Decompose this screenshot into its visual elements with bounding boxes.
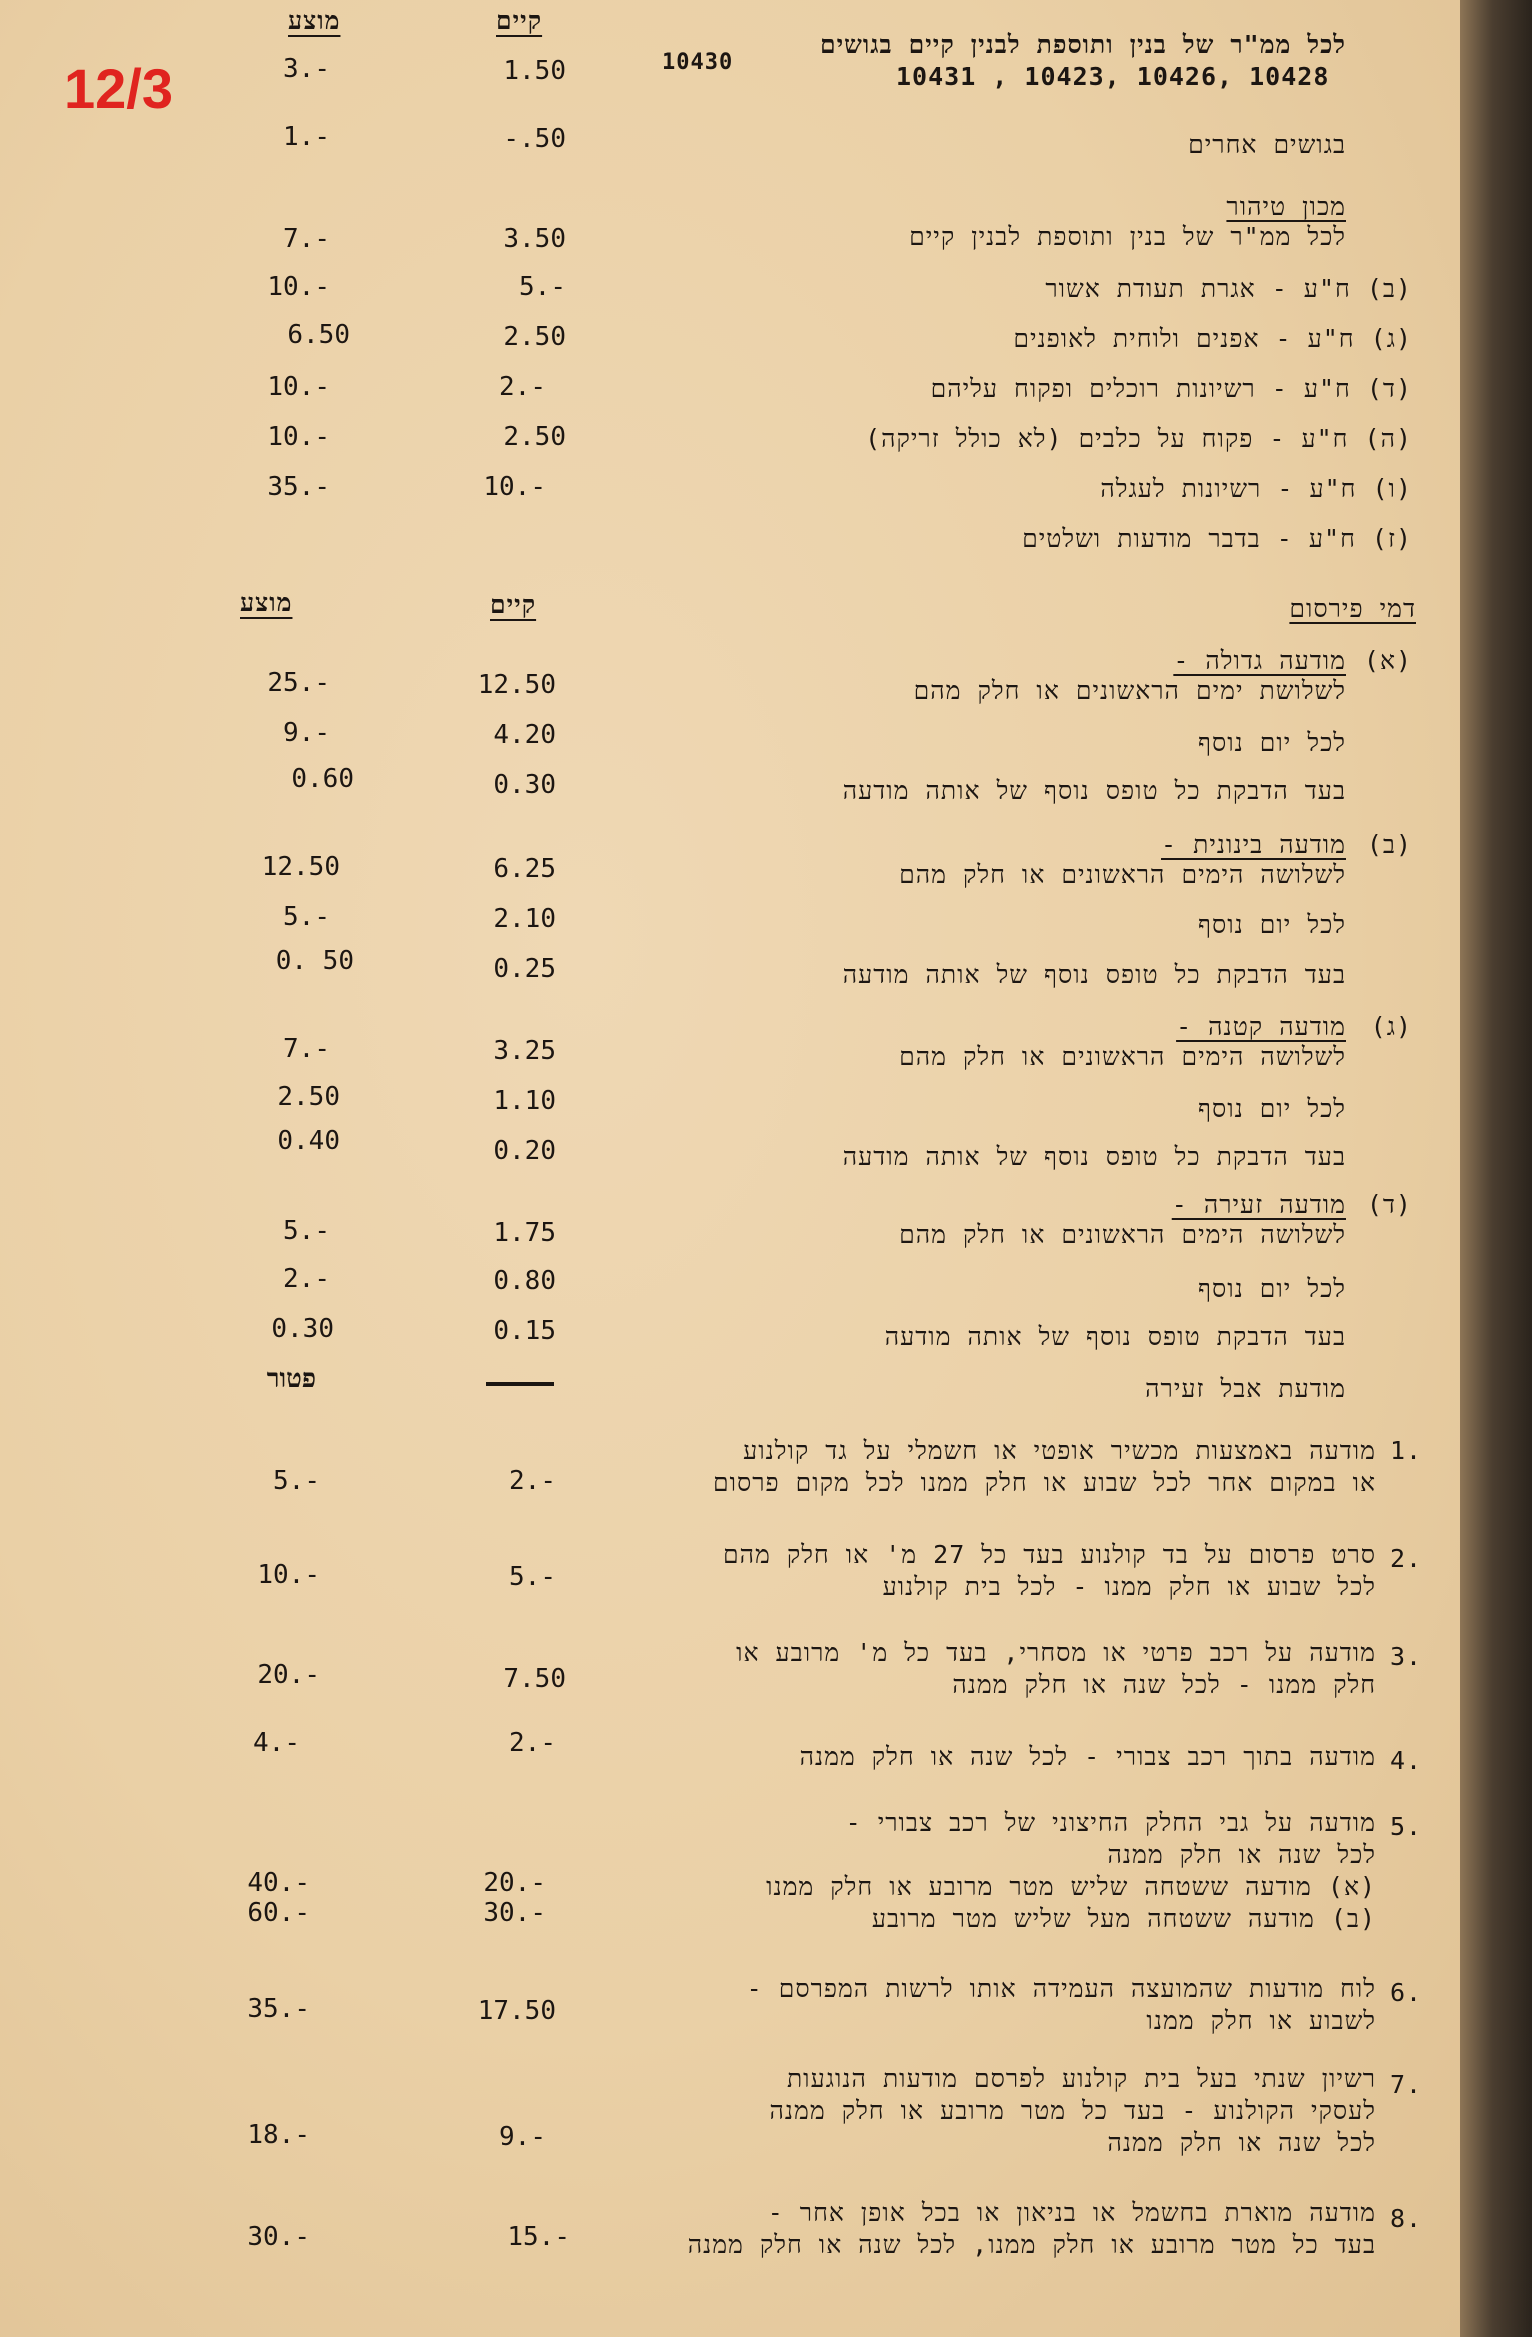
adv-row-label: בעד הדבקת כל טופס נוסף של אותה מודעה — [842, 1142, 1346, 1171]
section2-existing: 3.50 — [503, 224, 566, 254]
item-line: לכל שבוע או חלק ממנו - לכל בית קולנוע — [882, 1572, 1376, 1601]
adv-row-label: לכל יום נוסף — [1198, 728, 1346, 757]
item-line: לוח מודעות שהמועצה העמידה אותו לרשות המפרסם - — [746, 1974, 1376, 2003]
section2-item: (ג) ח"ע - אפנים ולוחית לאופנים — [1013, 324, 1412, 353]
item-number: 1. — [1390, 1436, 1423, 1465]
section1-proposed: 3.- — [283, 54, 330, 84]
section2-item: (ה) ח"ע - פקוח על כלבים (לא כולל זריקה) — [865, 424, 1412, 453]
adv-row-label: לשלושת ימים הראשונים או חלק מהם — [913, 676, 1346, 705]
item-sub-existing: 20.- — [483, 1868, 546, 1898]
mourning-proposed: פטור — [266, 1364, 316, 1394]
section2-item: (ז) ח"ע - בדבר מודעות ושלטים — [1022, 524, 1412, 553]
section1-other-existing: -.50 — [503, 124, 566, 154]
adv-row-proposed: 0.30 — [271, 1314, 334, 1344]
adv-row-proposed: 9.- — [283, 718, 330, 748]
item-proposed: 18.- — [247, 2120, 310, 2150]
adv-col-header-proposed: מוצע — [240, 588, 293, 617]
adv-row-label: לשלושה הימים הראשונים או חלק מהם — [899, 860, 1346, 889]
adv-group-name: מודעה זעירה - — [1171, 1190, 1346, 1219]
section2-item-proposed: 6.50 — [287, 320, 350, 350]
item-proposed: 30.- — [247, 2222, 310, 2252]
section2-item-proposed: 10.- — [267, 272, 330, 302]
section1-other-blocks: בגושים אחרים — [1188, 130, 1346, 159]
item-number: 2. — [1390, 1544, 1423, 1573]
section2-item-existing: 5.- — [519, 272, 566, 302]
adv-row-existing: 12.50 — [477, 670, 556, 700]
item-line: לשבוע או חלק ממנו — [1146, 2006, 1376, 2035]
item-line: חלק ממנו - לכל שנה או חלק ממנה — [952, 1670, 1376, 1699]
mourning-label: מודעת אבל זעירה — [1145, 1374, 1346, 1403]
item-existing: 2.- — [509, 1466, 556, 1496]
adv-group-name: מודעה בינונית - — [1161, 830, 1346, 859]
col-header-proposed-top: מוצע — [288, 6, 341, 35]
adv-row-label: לשלושה הימים הראשונים או חלק מהם — [899, 1042, 1346, 1071]
adv-col-header-existing: קיים — [490, 590, 537, 619]
item-sub-proposed: 40.- — [247, 1868, 310, 1898]
section2-item-existing: 10.- — [483, 472, 546, 502]
mourning-existing-dash — [486, 1382, 554, 1386]
adv-row-proposed: 25.- — [267, 668, 330, 698]
item-number: 6. — [1390, 1978, 1423, 2007]
adv-row-label: בעד הדבקת כל טופס נוסף של אותה מודעה — [842, 776, 1346, 805]
adv-row-existing: 0.80 — [493, 1266, 556, 1296]
adv-row-label: בעד הדבקת כל טופס נוסף של אותה מודעה — [842, 960, 1346, 989]
adv-row-proposed: 2.50 — [277, 1082, 340, 1112]
adv-group-letter: (ב) — [1366, 830, 1412, 859]
item-line: מודעה באמצעות מכשיר אופטי או חשמלי על גד קולנוע — [743, 1436, 1376, 1465]
adv-row-existing: 1.10 — [493, 1086, 556, 1116]
adv-group-name: מודעה גדולה - — [1173, 646, 1346, 675]
adv-row-label: בעד הדבקת טופס נוסף של אותה מודעה — [884, 1322, 1346, 1351]
section2-item-existing: 2.50 — [503, 322, 566, 352]
section1-existing: 1.50 — [503, 56, 566, 86]
section2-item-existing: 2.- — [499, 372, 546, 402]
adv-row-existing: 0.30 — [493, 770, 556, 800]
item-line: מודעה בתוך רכב צבורי - לכל שנה או חלק ממנה — [799, 1742, 1376, 1771]
item-line: לכל שנה או חלק ממנה — [1107, 1840, 1376, 1869]
adv-row-proposed: 5.- — [283, 902, 330, 932]
section2-title-underlined: מכון טיהור — [1226, 192, 1346, 221]
item-proposed: 35.- — [247, 1994, 310, 2024]
adv-row-proposed: 12.50 — [261, 852, 340, 882]
item-line: לעסקי הקולנוע - בעד כל מטר מרובע או חלק ממנה — [769, 2096, 1376, 2125]
adv-row-existing: 1.75 — [493, 1218, 556, 1248]
item-existing: 15.- — [507, 2222, 570, 2252]
page-number-stamp: 12/3 — [64, 57, 173, 120]
item-existing: 17.50 — [477, 1996, 556, 2026]
adv-row-proposed: 7.- — [283, 1034, 330, 1064]
item-sub-label: (ב) מודעה ששטחה מעל שליש מטר מרובע — [871, 1904, 1376, 1933]
item-line: מודעה מוארת בחשמל או בניאון או בכל אופן אחר - — [767, 2198, 1376, 2227]
adv-group-letter: (ג) — [1370, 1012, 1412, 1041]
item-proposed: 4.- — [253, 1728, 300, 1758]
adv-row-proposed: 2.- — [283, 1264, 330, 1294]
adv-row-existing: 3.25 — [493, 1036, 556, 1066]
section2-title-line2: לכל ממ"ר של בנין ותוספת לבנין קיים — [909, 222, 1346, 251]
section2-item-proposed: 10.- — [267, 372, 330, 402]
item-number: 5. — [1390, 1812, 1423, 1841]
item-existing: 5.- — [509, 1562, 556, 1592]
adv-row-existing: 0.15 — [493, 1316, 556, 1346]
item-number: 7. — [1390, 2070, 1423, 2099]
section2-proposed: 7.- — [283, 224, 330, 254]
item-line: מודעה על רכב פרטי או מסחרי, בעד כל מ' מרובע או — [736, 1638, 1376, 1667]
adv-row-label: לכל יום נוסף — [1198, 1274, 1346, 1303]
adv-group-letter: (ד) — [1366, 1190, 1412, 1219]
section2-item-existing: 2.50 — [503, 422, 566, 452]
adv-row-proposed: 0.40 — [277, 1126, 340, 1156]
adv-row-label: לכל יום נוסף — [1198, 910, 1346, 939]
adv-row-existing: 0.25 — [493, 954, 556, 984]
adv-row-proposed: 0. 50 — [275, 946, 354, 976]
section1-block-extra: 10430 — [662, 50, 734, 75]
item-number: 4. — [1390, 1746, 1423, 1775]
section1-other-proposed: 1.- — [283, 122, 330, 152]
col-header-existing-top: קיים — [496, 6, 543, 35]
adv-row-label: לכל יום נוסף — [1198, 1094, 1346, 1123]
adv-row-label: לשלושה הימים הראשונים או חלק מהם — [899, 1220, 1346, 1249]
item-line: לכל שנה או חלק ממנה — [1107, 2128, 1376, 2157]
adv-row-existing: 6.25 — [493, 854, 556, 884]
item-existing: 9.- — [499, 2122, 546, 2152]
item-sub-proposed: 60.- — [247, 1898, 310, 1928]
adv-row-existing: 4.20 — [493, 720, 556, 750]
item-line: רשיון שנתי בעל בית קולנוע לפרסם מודעות הנוגעות — [786, 2064, 1376, 2093]
advertising-title: דמי פירסום — [1289, 594, 1416, 623]
item-proposed: 20.- — [257, 1660, 320, 1690]
adv-row-existing: 2.10 — [493, 904, 556, 934]
item-proposed: 10.- — [257, 1560, 320, 1590]
adv-group-letter: (א) — [1363, 646, 1412, 675]
adv-row-proposed: 5.- — [283, 1216, 330, 1246]
section1-title-line2: 10431 , 10423, 10426, 10428 — [896, 62, 1330, 91]
item-sub-label: (א) מודעה ששטחה שליש מטר מרובע או חלק ממנו — [766, 1872, 1376, 1901]
item-existing: 2.- — [509, 1728, 556, 1758]
item-number: 3. — [1390, 1642, 1423, 1671]
item-line: בעד כל מטר מרובע או חלק ממנו, לכל שנה או חלק ממנה — [687, 2230, 1376, 2259]
section2-item: (ב) ח"ע - אגרת תעודת אשור — [1045, 274, 1412, 303]
adv-group-name: מודעה קטנה - — [1176, 1012, 1346, 1041]
item-proposed: 5.- — [273, 1466, 320, 1496]
section2-item: (ו) ח"ע - רשיונות לעגלה — [1100, 474, 1412, 503]
item-number: 8. — [1390, 2204, 1423, 2233]
section2-item-proposed: 10.- — [267, 422, 330, 452]
item-existing: 7.50 — [503, 1664, 566, 1694]
section1-title-line1: לכל ממ"ר של בנין ותוספת לבנין קיים בגושים — [820, 30, 1346, 59]
section2-item-proposed: 35.- — [267, 472, 330, 502]
section2-item: (ד) ח"ע - רשיונות רוכלים ופקוח עליהם — [930, 374, 1412, 403]
item-line: סרט פרסום על בד קולנוע בעד כל 27 מ' או חלק מהם — [722, 1540, 1376, 1569]
book-gutter-shadow — [1460, 0, 1532, 2337]
adv-row-existing: 0.20 — [493, 1136, 556, 1166]
item-line: מודעה על גבי החלק החיצוני של רכב צבורי - — [845, 1808, 1376, 1837]
adv-row-proposed: 0.60 — [291, 764, 354, 794]
item-line: או במקום אחר לכל שבוע או חלק ממנו לכל מקום פרסום — [713, 1468, 1376, 1497]
item-sub-existing: 30.- — [483, 1898, 546, 1928]
